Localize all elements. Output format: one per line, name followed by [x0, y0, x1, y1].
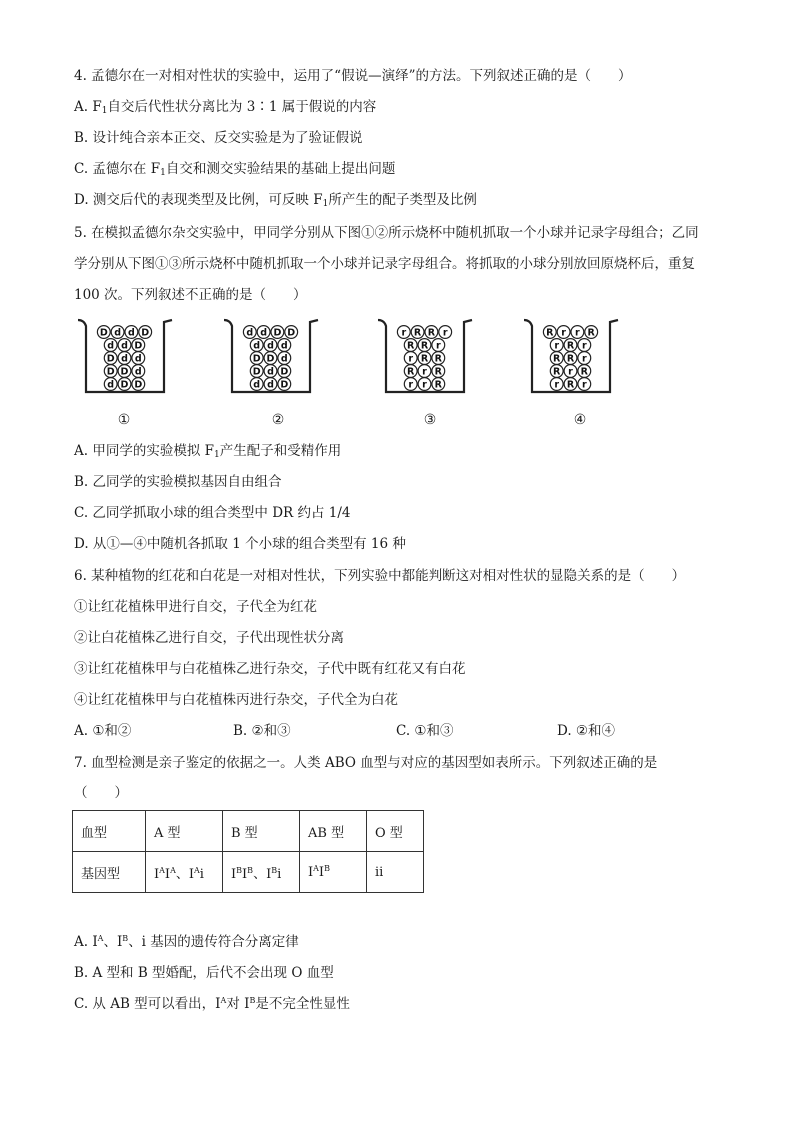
ball-letter: D	[287, 327, 296, 339]
ball-letter: D	[134, 379, 143, 391]
table-cell: AB 型	[300, 811, 367, 852]
ball-letter: d	[253, 379, 261, 391]
beaker-figure	[74, 316, 634, 428]
q6-option-a: A. ①和②	[74, 723, 132, 739]
table-row	[73, 811, 424, 852]
ball-letter: R	[434, 353, 442, 365]
ball-letter: R	[434, 379, 442, 391]
ball-letter: r	[408, 353, 414, 365]
beaker-label-3: ③	[423, 412, 437, 428]
q6-option-c: C. ①和③	[396, 723, 454, 739]
ball-letter: D	[280, 379, 289, 391]
ball-letter: d	[267, 340, 274, 352]
ball-letter: d	[260, 327, 268, 339]
q4-option-d: D. 测交后代的表现类型及比例，可反映 $F_1$所产生的配子类型及比例	[74, 192, 477, 209]
q7-option-b: B. A 型和 B 型婚配，后代不会出现 O 血型	[74, 965, 334, 981]
beaker-2	[224, 320, 318, 392]
q7-option-c: C. 从 AB 型可以看出，$I^A$对 $I^B$是不完全性显性	[74, 996, 350, 1012]
ball-letter: D	[266, 353, 275, 365]
ball-letter: D	[99, 327, 108, 339]
q5-option-a: A. 甲同学的实验模拟 $F_1$产生配子和受精作用	[74, 443, 342, 460]
ball-letter: D	[134, 340, 143, 352]
ball-letter: d	[114, 327, 122, 339]
q5-option-b: B. 乙同学的实验模拟基因自由组合	[74, 474, 282, 490]
table-cell: 基因型	[73, 852, 146, 893]
ball-letter: R	[407, 340, 415, 352]
genotype-a-cell: $I^AI^A$、$I^Ai$	[146, 852, 223, 893]
beaker-1	[78, 320, 172, 392]
ball-letter: D	[280, 366, 289, 378]
ball-letter: d	[121, 340, 128, 352]
q5-stem-line-2: 学分别从下图①③所示烧杯中随机抓取一个小球并记录字母组合。将抓取的小球分别放回原烧杯后，重复	[74, 256, 695, 272]
q6-statement-4: ④让红花植株甲与白花植株丙进行杂交，子代全为白花	[74, 692, 398, 708]
ball-letter: R	[427, 327, 436, 339]
q6-statement-1: ①让红花植株甲进行自交，子代全为红花	[74, 599, 317, 615]
ball-letter: r	[581, 353, 587, 365]
ball-letter: r	[581, 340, 587, 352]
q5-stem-line-1: 5. 在模拟孟德尔杂交实验中，甲同学分别从下图①②所示烧杯中随机抓取一个小球并记录字母组合；乙同	[74, 225, 699, 241]
ball-letter: R	[566, 379, 575, 391]
q7-option-a: A. $I^A$、$I^B$、i 基因的遗传符合分离定律	[74, 934, 299, 950]
ball-letter: R	[566, 340, 575, 352]
q5-stem-line-3: 100 次。下列叙述不正确的是（ ）	[74, 287, 307, 303]
ball-letter: D	[106, 366, 115, 378]
table-cell: 血型	[73, 811, 146, 852]
ball-letter: R	[434, 366, 442, 378]
q6-stem: 6. 某种植物的红花和白花是一对相对性状，下列实验中都能判断这对相对性状的显隐关系的是（ ）	[74, 568, 686, 584]
ball-letter: r	[401, 327, 407, 339]
ball-letter: r	[422, 379, 427, 391]
ball-letter: r	[561, 327, 566, 339]
q4-stem: 4. 孟德尔在一对相对性状的实验中，运用了“假说—演绎”的方法。下列叙述正确的是（ ）	[74, 68, 632, 84]
ball-letter: D	[120, 366, 129, 378]
ball-letter: R	[553, 366, 561, 378]
q6-option-b: B. ②和③	[233, 723, 291, 739]
ball-letter: d	[267, 379, 274, 391]
ball-letter: R	[420, 340, 429, 352]
ball-letter: R	[587, 327, 595, 339]
ball-letter: d	[134, 353, 142, 365]
ball-letter: r	[408, 379, 414, 391]
ball-letter: d	[280, 340, 288, 352]
ball-letter: R	[566, 353, 575, 365]
genotype-b-cell: $I^BI^B$、$I^Bi$	[223, 852, 300, 893]
ball-letter: d	[246, 327, 254, 339]
beaker-label-1: ①	[117, 412, 131, 428]
q7-stem-line-2: （ ）	[74, 785, 128, 801]
ball-letter: r	[575, 327, 580, 339]
ball-letter: d	[107, 340, 115, 352]
ball-letter: d	[127, 327, 135, 339]
beaker-3	[378, 320, 472, 392]
q4-option-c: C. 孟德尔在 $F_1$自交和测交实验结果的基础上提出问题	[74, 161, 396, 178]
ball-letter: D	[120, 379, 129, 391]
ball-letter: r	[581, 379, 587, 391]
ball-letter: r	[422, 366, 427, 378]
ball-letter: r	[554, 340, 560, 352]
blood-type-table	[72, 810, 424, 893]
ball-letter: d	[107, 379, 115, 391]
genotype-ab-cell: $I^AI^B$	[300, 852, 367, 893]
q6-option-d: D. ②和④	[557, 723, 616, 739]
ball-letter: d	[134, 366, 142, 378]
q6-statement-2: ②让白花植株乙进行自交，子代出现性状分离	[74, 630, 344, 646]
table-cell: A 型	[146, 811, 223, 852]
ball-letter: R	[407, 366, 415, 378]
ball-letter: d	[267, 366, 274, 378]
ball-letter: d	[253, 340, 261, 352]
ball-letter: D	[273, 327, 282, 339]
ball-letter: R	[580, 366, 588, 378]
ball-letter: r	[435, 340, 441, 352]
q4-option-a: A. $F_1$自交后代性状分离比为 3∶1 属于假说的内容	[74, 99, 377, 116]
q7-stem-line-1: 7. 血型检测是亲子鉴定的依据之一。人类 ABO 血型与对应的基因型如表所示。下列叙述正确的是	[74, 755, 658, 771]
ball-letter: r	[568, 366, 573, 378]
ball-letter: D	[141, 327, 150, 339]
ball-letter: R	[553, 353, 561, 365]
q4-option-b: B. 设计纯合亲本正交、反交实验是为了验证假说	[74, 130, 363, 146]
q5-option-d: D. 从①—④中随机各抓取 1 个小球的组合类型有 16 种	[74, 536, 406, 552]
table-row	[73, 852, 424, 893]
beaker-label-2: ②	[271, 412, 285, 428]
beaker-label-4: ④	[573, 412, 587, 428]
beaker-drawings	[74, 316, 634, 411]
table-cell: O 型	[367, 811, 424, 852]
ball-letter: R	[546, 327, 554, 339]
ball-letter: D	[252, 353, 261, 365]
ball-letter: R	[413, 327, 422, 339]
ball-letter: R	[420, 353, 429, 365]
ball-letter: d	[121, 353, 128, 365]
ball-letter: D	[252, 366, 261, 378]
table-cell: B 型	[223, 811, 300, 852]
q5-option-c: C. 乙同学抓取小球的组合类型中 DR 约占 1/4	[74, 505, 351, 521]
ball-letter: r	[554, 379, 560, 391]
ball-letter: r	[442, 327, 448, 339]
genotype-o-cell: ii	[367, 852, 424, 893]
q6-statement-3: ③让红花植株甲与白花植株乙进行杂交，子代中既有红花又有白花	[74, 661, 466, 677]
ball-letter: D	[106, 353, 115, 365]
ball-letter: d	[280, 353, 288, 365]
beaker-4	[524, 320, 618, 392]
